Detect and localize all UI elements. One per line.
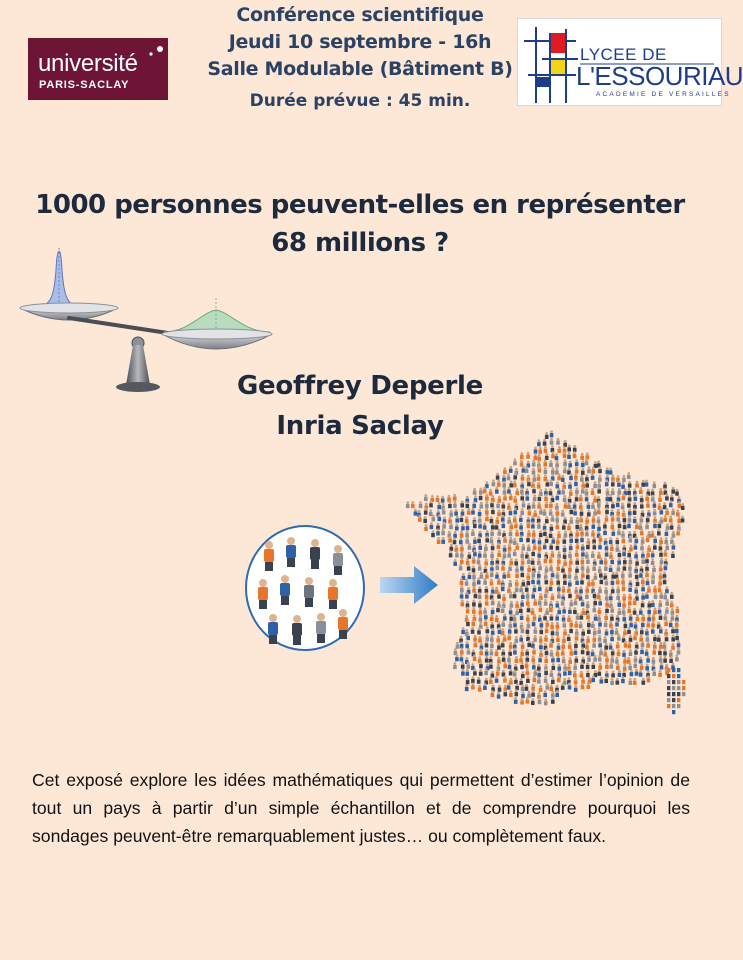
universite-paris-saclay-logo [28, 38, 168, 100]
people-sample-circle-icon [243, 523, 367, 653]
lycee-essouriau-logo [517, 18, 743, 106]
universite-logo-dots-icon [146, 44, 166, 58]
event-type: Conférence scientifique [236, 4, 484, 26]
talk-title-line2: 68 millions ? [271, 228, 449, 258]
universite-logo-name: université [38, 50, 138, 77]
event-duration: Durée prévue : 45 min. [249, 91, 471, 111]
event-info [180, 2, 540, 114]
speaker-name: Geoffrey Deperle [237, 371, 483, 401]
france-crowd-map-icon [400, 422, 700, 714]
lycee-logo-line1: LYCEE DE [580, 45, 667, 64]
event-date: Jeudi 10 septembre - 16h [228, 31, 492, 53]
universite-logo-subtitle: PARIS-SACLAY [39, 79, 130, 91]
lycee-logo-line2: L'ESSOURIAU [576, 61, 743, 91]
talk-title-line1: 1000 personnes peuvent-elles en représenter [35, 190, 685, 220]
talk-description: Cet exposé explore les idées mathématiques qui permettent d’estimer l’opinion de tout un pays à partir d’un simple échantillon et de comprendre pourquoi les sondages peuvent-être remarquablement justes… ou complètement faux. [32, 770, 690, 846]
speaker-affiliation: Inria Saclay [276, 411, 444, 441]
lycee-logo-line3: ACADEMIE DE VERSAILLES [596, 91, 731, 98]
event-room: Salle Modulable (Bâtiment B) [207, 58, 513, 80]
